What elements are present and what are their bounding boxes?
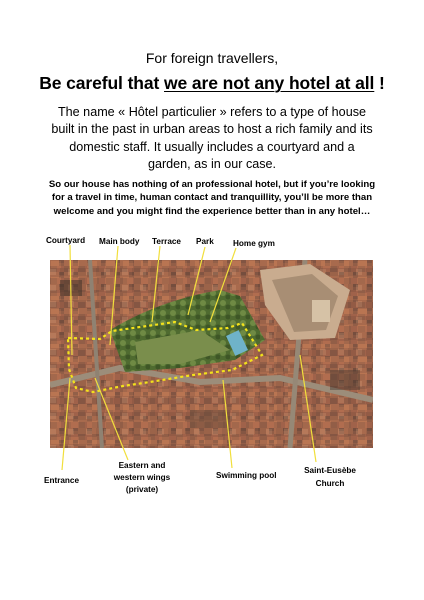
description-paragraph: The name « Hôtel particulier » refers to a type of house built in the past in urban areas to host a rich family and its domestic staff. It usually includes a courtyard and a garden, as in our case.: [51, 105, 373, 171]
headline: [0, 73, 424, 94]
label-church: [300, 466, 360, 489]
label-courtyard: Courtyard: [46, 236, 86, 245]
label-wings-line3: (private): [125, 485, 159, 494]
aerial-photo: [50, 260, 373, 448]
label-wings: [104, 461, 180, 495]
headline-part2: !: [374, 73, 385, 93]
label-park: Park: [196, 237, 214, 246]
label-wings-line2: western wings: [113, 473, 171, 482]
label-wings-line1: Eastern and: [118, 461, 166, 470]
label-church-line2: Church: [315, 479, 345, 488]
label-church-line1: Saint-Eusèbe: [304, 466, 356, 475]
label-main-body: Main body: [99, 237, 140, 246]
label-terrace: Terrace: [152, 237, 181, 246]
welcome-paragraph: So our house has nothing of an professional hotel, but if you’re looking for a travel in time, human contact and tranquillity, you’ll be more than welcome and you might find the experience better than in any hotel…: [48, 179, 376, 217]
headline-underlined: we are not any hotel at all: [164, 73, 375, 93]
label-home-gym: Home gym: [233, 239, 275, 248]
label-entrance: Entrance: [44, 476, 80, 485]
headline-part1: Be careful that: [39, 73, 165, 93]
intro-line: For foreign travellers,: [145, 50, 279, 66]
label-swimming-pool: Swimming pool: [216, 471, 277, 480]
